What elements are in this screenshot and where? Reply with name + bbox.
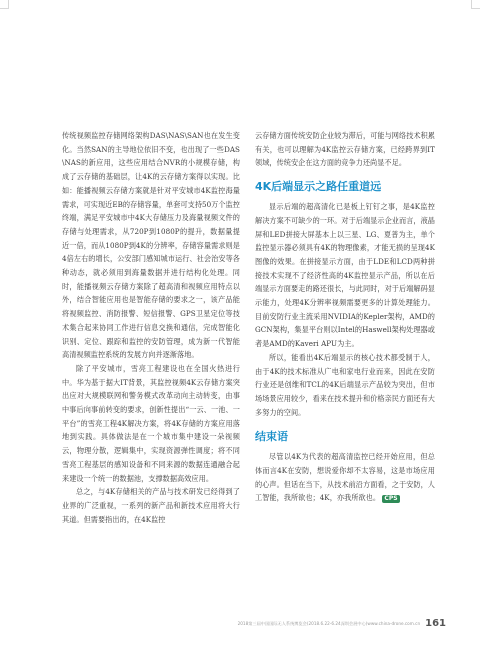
page-number: 161 xyxy=(425,618,446,629)
section-heading: 4K后端显示之路任重道远 xyxy=(255,180,382,194)
crop-mark-top-left xyxy=(0,0,9,9)
right-column xyxy=(255,129,435,505)
end-mark-logo: CPS xyxy=(384,495,398,503)
footer-text: 2018第三届中国国际无人系统博览会(2018.6.22-6.24深圳会展中心)www.china-drone.com.cn xyxy=(237,620,421,626)
body-paragraph: 总之，与4K存储相关的产品与技术研发已经得到了业界的广泛重视，一系列的新产品和新技术应用将大行其道。但需要指出的，在4K监控 xyxy=(62,487,240,524)
body-paragraph xyxy=(255,450,435,505)
body-paragraph: 所以，能看出4K后端显示的核心技术都受制于人，由于4K的技术标准从广电和家电行业而来，因此在安防行业还是创维和TCL的4K后端显示产品较为突出，但市场场景应用较少，看来在技术提升和价格亲民方面还有大多努力的空间。 xyxy=(255,352,435,417)
page-footer xyxy=(237,618,446,629)
section-heading: 结束语 xyxy=(255,430,288,444)
body-paragraph: 云存储方面传统安防企业较为滞后，可能与网络技术积累有关，也可以理解为4K监控云存储方案，已经跨界到IT领域，传统安企在这方面的竞争力还尚显不足。 xyxy=(255,131,435,168)
body-paragraph: 除了平安城市，雪亮工程建设也在全国火热进行中。华为基于据大IT背景，其监控视频4K云存储方案突出应对大规模联网和警务模式改革动向主动转变，由事中事后向事前转变的要求，创新性提出“一云、一池、一平台”的雪亮工程4K解决方案，将4K存储的方案应用落地到实践。具体做法是在一个城市集中建设一朵视频云，物理分散，逻辑集中，实现资源弹性调度；将不同雪亮工程基层的感知设备和不同来源的数据连通融合起来建设一个统一的数据池，支撑数据高效应用。 xyxy=(62,363,240,483)
crop-mark-top-right xyxy=(471,0,480,9)
left-column xyxy=(62,129,240,526)
conclusion-text: 尽管以4K为代表的超高清监控已经开始应用，但总体而言4K在安防，想说爱你却不太容易，这是市场应用的心声。但话在当下，从技术前沿方面看，之于安防，人工智能，我所欲也；4K，亦我所欲也。 xyxy=(255,452,435,503)
body-paragraph: 显示后端的超高清化已是板上钉钉之事，是4K监控解决方案不可缺少的一环。对于后端显示企业而言，液晶屏和LED拼接大屏基本上以三星、LG、夏普为主，单个监控显示器必须具有4K的物理像素，才能无损的呈现4K图像的效果。在拼接显示方面，由于LDE和LCD两种拼接技术实现不了经济性高的4K监控显示产品，所以在后端显示方面要走的路还很长，与此同时，对于后端解码显示能力，处理4K分辨率视频需要更多的计算处理能力。目前安防行业主流采用NVIDIA的Kepler架构，AMD的GCN架构，集显平台则以Intel的Haswell架构处理器或者是AMD的Kaveri APU为主。 xyxy=(255,202,435,349)
body-paragraph: 传统视频监控存储网络架构DAS\NAS\SAN也在发生变化。当然SAN的主导地位依旧不变，也出现了一些DAS\NAS的新应用，这些应用结合NVR的小规模存储，构成了云存储的基础层，让4K的云存储方案得以实现。比如：能播视频云存储方案就是针对平安城市4K监控海量需求，可实现近EB的存储容量，单套可支持50万个监控终端，满足平安城市中4K大存储压力及海量视频文件的存储与处理需求，从720P到1080P的提升，数据量提近一倍，而从1080P到4K的分辨率，存储容量需求则是4倍左右的增长，公安部门感知城市运行、社会治安等各种动态，就必须用到海量数据并进行结构化处理。同时，能播视频云存储方案除了超高清和视频应用特点以外，结合智能应用也是智能存储的要求之一，该产品能将视频监控、消防报警、短信报警、GPS卫星定位等技术集合起来协同工作进行信息交换和通信，完成智能化识别、定位、跟踪和监控的安防管理，成为新一代智能高清视频监控系统的发展方向并逐渐落地。 xyxy=(62,131,240,360)
